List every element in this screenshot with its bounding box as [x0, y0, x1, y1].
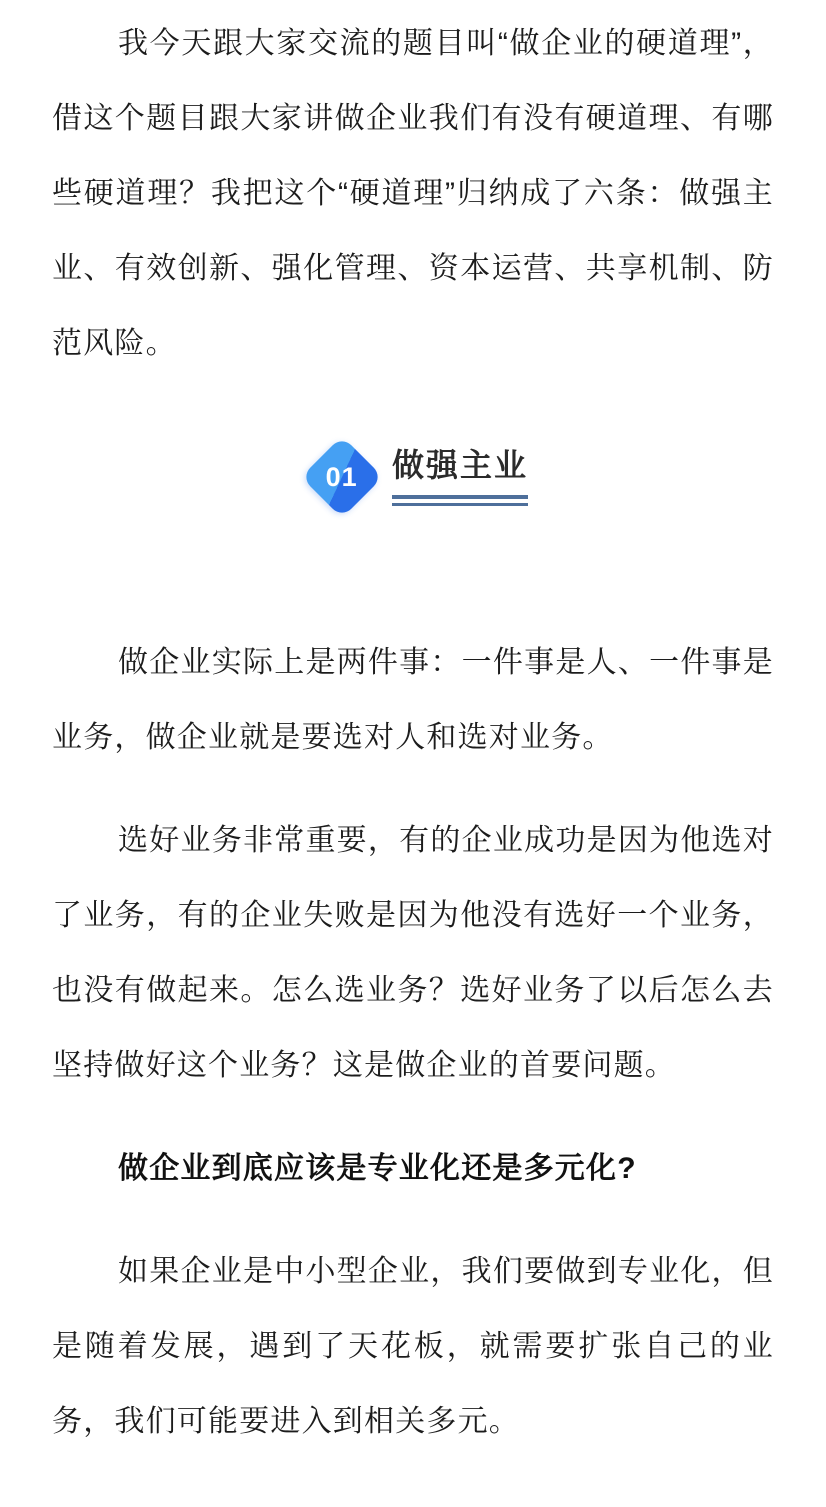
- paragraph-choose-business: 选好业务非常重要，有的企业成功是因为他选对了业务，有的企业失败是因为他没有选好一个业务，也没有做起来。怎么选业务？选好业务了以后怎么去坚持做好这个业务？这是做企业的首要问题。: [52, 824, 774, 1082]
- section-title-block: [392, 448, 528, 505]
- underline-top-line: [392, 495, 528, 499]
- intro-paragraph: 我今天跟大家交流的题目叫“做企业的硬道理”，借这个题目跟大家讲做企业我们有没有硬道理、有哪些硬道理？我把这个“硬道理”归纳成了六条：做强主业、有效创新、强化管理、资本运营、共享机制、防范风险。: [52, 27, 774, 360]
- section-number-badge: [298, 433, 386, 521]
- question-heading: 做企业到底应该是专业化还是多元化?: [118, 1152, 637, 1185]
- diamond-icon: [301, 436, 383, 518]
- section-header: [52, 433, 774, 521]
- paragraph-specialization: 如果企业是中小型企业，我们要做到专业化，但是随着发展，遇到了天花板，就需要扩张自己的业务，我们可能要进入到相关多元。: [52, 1255, 774, 1438]
- section-title: 做强主业: [391, 447, 528, 484]
- underline-bottom-line: [392, 503, 528, 506]
- section-number: 01: [325, 461, 359, 492]
- paragraph-two-things: 做企业实际上是两件事：一件事是人、一件事是业务，做企业就是要选对人和选对业务。: [52, 646, 774, 754]
- section-title-underline: [392, 495, 528, 506]
